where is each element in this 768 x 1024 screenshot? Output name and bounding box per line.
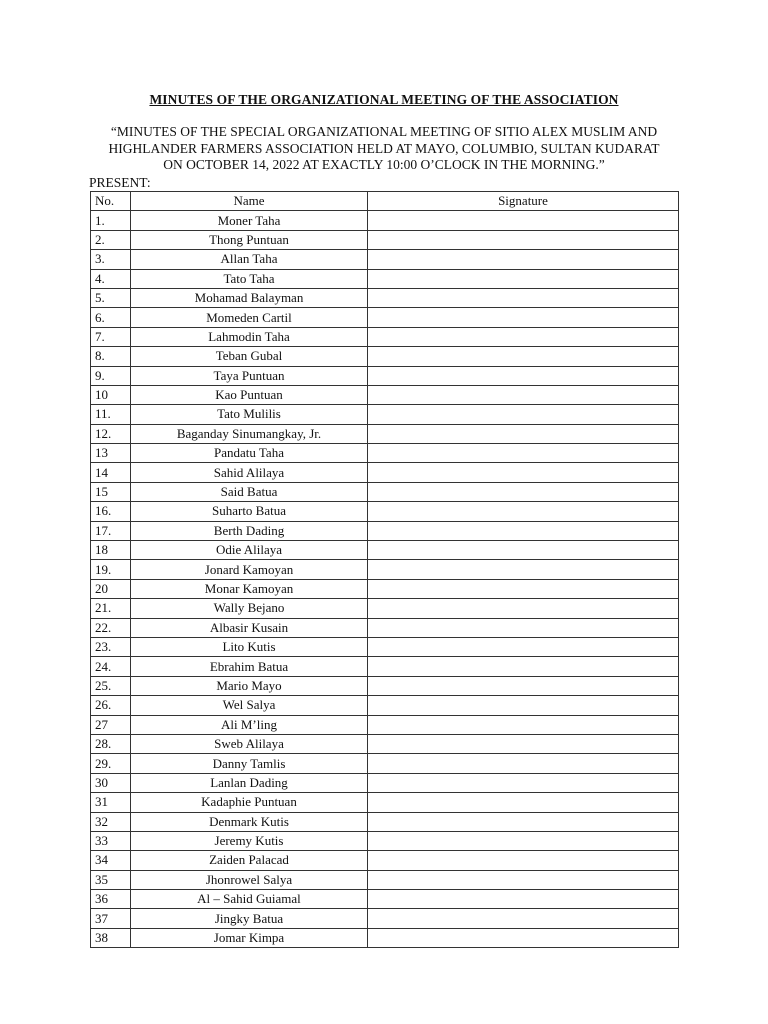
table-row <box>91 230 679 249</box>
signature-cell[interactable] <box>368 230 679 249</box>
member-name: Berth Dading <box>131 521 368 540</box>
signature-cell[interactable] <box>368 424 679 443</box>
member-name: Said Batua <box>131 482 368 501</box>
table-row <box>91 250 679 269</box>
signature-cell[interactable] <box>368 657 679 676</box>
signature-cell[interactable] <box>368 890 679 909</box>
member-name: Albasir Kusain <box>131 618 368 637</box>
table-row <box>91 734 679 753</box>
row-number: 25. <box>91 676 131 695</box>
member-name: Wally Bejano <box>131 599 368 618</box>
signature-cell[interactable] <box>368 851 679 870</box>
row-number: 22. <box>91 618 131 637</box>
member-name: Danny Tamlis <box>131 754 368 773</box>
member-name: Lito Kutis <box>131 637 368 656</box>
row-number: 4. <box>91 269 131 288</box>
signature-cell[interactable] <box>368 327 679 346</box>
member-name: Monar Kamoyan <box>131 579 368 598</box>
member-name: Kao Puntuan <box>131 385 368 404</box>
member-name: Jonard Kamoyan <box>131 560 368 579</box>
member-name: Ebrahim Batua <box>131 657 368 676</box>
signature-cell[interactable] <box>368 347 679 366</box>
table-row <box>91 502 679 521</box>
table-row <box>91 269 679 288</box>
signature-cell[interactable] <box>368 288 679 307</box>
column-header-name: Name <box>131 192 368 211</box>
signature-cell[interactable] <box>368 715 679 734</box>
member-name: Jingky Batua <box>131 909 368 928</box>
table-row <box>91 928 679 947</box>
table-row <box>91 366 679 385</box>
signature-cell[interactable] <box>368 250 679 269</box>
signature-cell[interactable] <box>368 773 679 792</box>
meeting-description-line: ON OCTOBER 14, 2022 AT EXACTLY 10:00 O’CLOCK IN THE MORNING.” <box>163 157 605 172</box>
member-name: Jeremy Kutis <box>131 831 368 850</box>
row-number: 3. <box>91 250 131 269</box>
member-name: Ali M’ling <box>131 715 368 734</box>
member-name: Mario Mayo <box>131 676 368 695</box>
member-name: Al – Sahid Guiamal <box>131 890 368 909</box>
member-name: Odie Alilaya <box>131 541 368 560</box>
member-name: Sahid Alilaya <box>131 463 368 482</box>
row-number: 16. <box>91 502 131 521</box>
member-name: Teban Gubal <box>131 347 368 366</box>
signature-cell[interactable] <box>368 463 679 482</box>
member-name: Taya Puntuan <box>131 366 368 385</box>
member-name: Kadaphie Puntuan <box>131 793 368 812</box>
row-number: 38 <box>91 928 131 947</box>
row-number: 8. <box>91 347 131 366</box>
signature-cell[interactable] <box>368 793 679 812</box>
table-row <box>91 521 679 540</box>
member-name: Jhonrowel Salya <box>131 870 368 889</box>
signature-cell[interactable] <box>368 812 679 831</box>
member-name: Zaiden Palacad <box>131 851 368 870</box>
row-number: 27 <box>91 715 131 734</box>
table-row <box>91 211 679 230</box>
table-row <box>91 482 679 501</box>
signature-cell[interactable] <box>368 754 679 773</box>
member-name: Momeden Cartil <box>131 308 368 327</box>
table-row <box>91 347 679 366</box>
signature-cell[interactable] <box>368 909 679 928</box>
signature-cell[interactable] <box>368 734 679 753</box>
member-name: Lanlan Dading <box>131 773 368 792</box>
member-name: Tato Taha <box>131 269 368 288</box>
row-number: 14 <box>91 463 131 482</box>
column-header-no: No. <box>91 192 131 211</box>
member-name: Wel Salya <box>131 696 368 715</box>
present-label: PRESENT: <box>89 175 151 190</box>
table-row <box>91 599 679 618</box>
row-number: 20 <box>91 579 131 598</box>
member-name: Denmark Kutis <box>131 812 368 831</box>
row-number: 5. <box>91 288 131 307</box>
signature-cell[interactable] <box>368 637 679 656</box>
signature-cell[interactable] <box>368 385 679 404</box>
row-number: 32 <box>91 812 131 831</box>
member-name: Tato Mulilis <box>131 405 368 424</box>
table-row <box>91 463 679 482</box>
table-header-row <box>91 192 679 211</box>
row-number: 10 <box>91 385 131 404</box>
row-number: 21. <box>91 599 131 618</box>
row-number: 37 <box>91 909 131 928</box>
signature-cell[interactable] <box>368 831 679 850</box>
member-name: Suharto Batua <box>131 502 368 521</box>
table-row <box>91 676 679 695</box>
row-number: 26. <box>91 696 131 715</box>
signature-cell[interactable] <box>368 599 679 618</box>
member-name: Lahmodin Taha <box>131 327 368 346</box>
meeting-description <box>80 124 688 174</box>
table-row <box>91 560 679 579</box>
table-row <box>91 812 679 831</box>
member-name: Baganday Sinumangkay, Jr. <box>131 424 368 443</box>
signature-cell[interactable] <box>368 308 679 327</box>
table-row <box>91 424 679 443</box>
row-number: 30 <box>91 773 131 792</box>
row-number: 13 <box>91 444 131 463</box>
table-row <box>91 773 679 792</box>
row-number: 28. <box>91 734 131 753</box>
table-row <box>91 831 679 850</box>
row-number: 12. <box>91 424 131 443</box>
signature-cell[interactable] <box>368 541 679 560</box>
signature-cell[interactable] <box>368 870 679 889</box>
table-row <box>91 288 679 307</box>
signature-cell[interactable] <box>368 366 679 385</box>
meeting-description-line: HIGHLANDER FARMERS ASSOCIATION HELD AT MAYO, COLUMBIO, SULTAN KUDARAT <box>108 140 660 156</box>
row-number: 11. <box>91 405 131 424</box>
signature-cell[interactable] <box>368 405 679 424</box>
table-row <box>91 657 679 676</box>
table-row <box>91 754 679 773</box>
row-number: 24. <box>91 657 131 676</box>
table-row <box>91 870 679 889</box>
attendance-table <box>90 191 679 948</box>
signature-cell[interactable] <box>368 696 679 715</box>
table-row <box>91 405 679 424</box>
row-number: 34 <box>91 851 131 870</box>
row-number: 7. <box>91 327 131 346</box>
row-number: 35 <box>91 870 131 889</box>
signature-cell[interactable] <box>368 676 679 695</box>
table-row <box>91 308 679 327</box>
signature-cell[interactable] <box>368 521 679 540</box>
table-row <box>91 851 679 870</box>
member-name: Jomar Kimpa <box>131 928 368 947</box>
row-number: 33 <box>91 831 131 850</box>
signature-cell[interactable] <box>368 928 679 947</box>
member-name: Pandatu Taha <box>131 444 368 463</box>
member-name: Thong Puntuan <box>131 230 368 249</box>
table-row <box>91 444 679 463</box>
row-number: 31 <box>91 793 131 812</box>
member-name: Mohamad Balayman <box>131 288 368 307</box>
document-title: MINUTES OF THE ORGANIZATIONAL MEETING OF THE ASSOCIATION <box>149 92 619 107</box>
signature-cell[interactable] <box>368 211 679 230</box>
table-row <box>91 579 679 598</box>
row-number: 36 <box>91 890 131 909</box>
column-header-signature: Signature <box>368 192 679 211</box>
signature-cell[interactable] <box>368 560 679 579</box>
attendance-table-body <box>91 211 679 948</box>
table-row <box>91 385 679 404</box>
table-row <box>91 890 679 909</box>
row-number: 29. <box>91 754 131 773</box>
row-number: 1. <box>91 211 131 230</box>
member-name: Allan Taha <box>131 250 368 269</box>
meeting-description-line: “MINUTES OF THE SPECIAL ORGANIZATIONAL MEETING OF SITIO ALEX MUSLIM AND <box>110 124 658 139</box>
member-name: Sweb Alilaya <box>131 734 368 753</box>
table-row <box>91 637 679 656</box>
table-row <box>91 618 679 637</box>
row-number: 19. <box>91 560 131 579</box>
table-row <box>91 793 679 812</box>
row-number: 18 <box>91 541 131 560</box>
member-name: Moner Taha <box>131 211 368 230</box>
signature-cell[interactable] <box>368 482 679 501</box>
table-row <box>91 909 679 928</box>
table-row <box>91 327 679 346</box>
row-number: 17. <box>91 521 131 540</box>
signature-cell[interactable] <box>368 579 679 598</box>
row-number: 2. <box>91 230 131 249</box>
table-row <box>91 541 679 560</box>
row-number: 23. <box>91 637 131 656</box>
row-number: 15 <box>91 482 131 501</box>
signature-cell[interactable] <box>368 269 679 288</box>
row-number: 9. <box>91 366 131 385</box>
table-row <box>91 715 679 734</box>
row-number: 6. <box>91 308 131 327</box>
signature-cell[interactable] <box>368 444 679 463</box>
signature-cell[interactable] <box>368 618 679 637</box>
table-row <box>91 696 679 715</box>
signature-cell[interactable] <box>368 502 679 521</box>
